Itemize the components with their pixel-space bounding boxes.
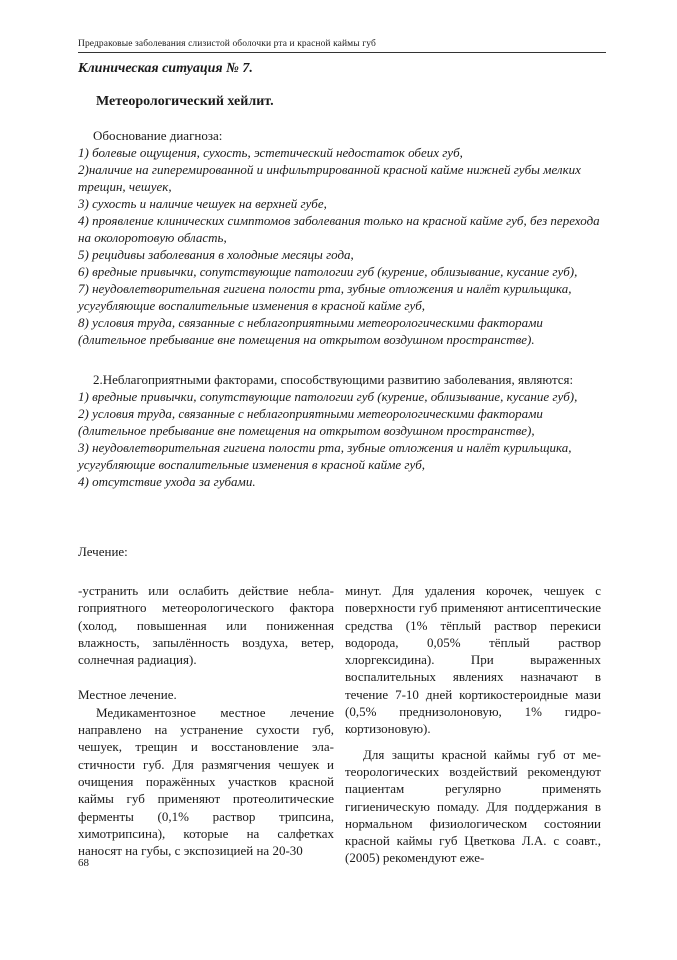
treatment-heading: Лечение: — [78, 544, 128, 559]
running-header: Предраковые заболевания слизистой оболочки рта и красной каймы губ — [78, 39, 376, 49]
justification-item: 1) болевые ощущения, сухость, эстетический недостаток обеих губ, — [78, 145, 463, 160]
factors-lead: 2.Неблагоприятными факторами, способствующими развитию заболевания, являются: — [93, 372, 574, 387]
page-number: 68 — [78, 857, 89, 869]
treatment-paragraph: -устранить или ослабить действие неблагоприятного метеорологического фактора (холод, повышенная или пониженная влажность, запылённость воздуха, ветер, солнечная радиация). — [78, 583, 334, 668]
justification-item: 7) неудовлетворительная гигиена полости рта, зубные отложения и налёт курильщика, усугубляющие воспалительные изменения в красной кайме губ, — [78, 281, 572, 313]
diagnosis-justification — [78, 127, 603, 348]
treatment-paragraph: Для защиты красной каймы губ от метеорологических воздействий рекомендуют пациентам регулярно применять гигиеническую помаду. Для поддержания в нормальном физиологическом состоянии красной каймы губ Цветкова Л.А. с соавт., (2005) рекомендуют еже- — [345, 746, 601, 866]
header-rule — [78, 52, 606, 53]
local-treatment-heading: Местное лечение. — [78, 687, 177, 703]
justification-item: 8) условия труда, связанные с неблагоприятными метеорологическими факторами (длительное пребывание вне помещения на открытом воздушном пространстве). — [78, 315, 543, 347]
case-title: Клиническая ситуация № 7. — [78, 61, 253, 76]
justification-item: 4) проявление клинических симптомов заболевания только на красной кайме губ, без перехода на околоротовую область, — [78, 213, 600, 245]
treatment-left-column — [78, 582, 334, 859]
treatment-paragraph: Медикаментозное местное лечение направлено на устранение сухости губ, чешуек, трещин и восстановление эластичности губ. Для размягчения чешуек и очищения поражённых участков красной каймы губ применяют протеолитические ферменты (0,1% раствор трипсина, химотрипсина), которые на салфетках наносят на губы, с экспозицией на 20-30 — [78, 704, 334, 859]
risk-factors — [78, 371, 603, 490]
justification-item: 6) вредные привычки, сопутствующие патологии губ (курение, облизывание, кусание губ), — [78, 264, 578, 279]
treatment-right-column — [345, 582, 601, 867]
justification-item: 3) сухость и наличие чешуек на верхней губе, — [78, 196, 327, 211]
treatment-paragraph: минут. Для удаления корочек, чешуек с поверхности губ применяют антисептические средства (1% тёплый раствор перекиси водорода, 0,05% тёплый раствор хлоргексидина). При выраженных воспалительных явлениях назначают в течение 7-10 дней кортикостероидные мази (0,5% преднизолоновую, 1% гидрокортизоновую). — [345, 583, 601, 737]
factor-item: 4) отсутствие ухода за губами. — [78, 474, 256, 489]
justification-item: 5) рецидивы заболевания в холодные месяцы года, — [78, 247, 354, 262]
justification-item: 2)наличие на гиперемированной и инфильтрированной красной кайме нижней губы мелких трещин, чешуек, — [78, 162, 581, 194]
factor-item: 2) условия труда, связанные с неблагоприятными метеорологическими факторами (длительное пребывание вне помещения на открытом воздушном пространстве), — [78, 406, 543, 438]
diagnosis-title: Метеорологический хейлит. — [96, 94, 274, 109]
factor-item: 3) неудовлетворительная гигиена полости рта, зубные отложения и налёт курильщика, усугубляющие воспалительные изменения в красной кайме губ, — [78, 440, 572, 472]
justification-lead: Обоснование диагноза: — [93, 128, 223, 143]
factor-item: 1) вредные привычки, сопутствующие патологии губ (курение, облизывание, кусание губ), — [78, 389, 578, 404]
